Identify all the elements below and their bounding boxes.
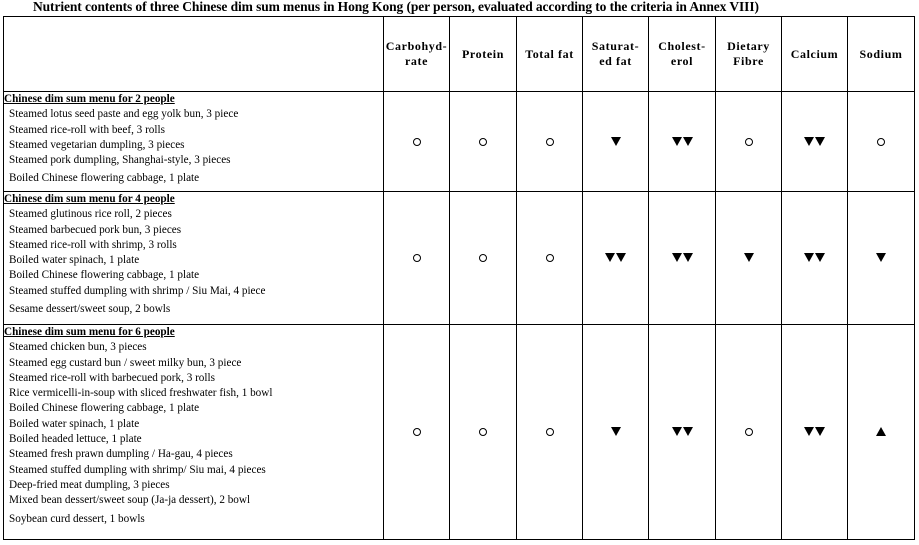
rating-cell-saturated-fat <box>583 192 649 325</box>
circle-icon <box>546 254 554 262</box>
menu-row-6-people <box>4 325 915 540</box>
circle-icon <box>413 138 421 146</box>
menu-item: Steamed rice-roll with barbecued pork, 3 rolls <box>9 371 215 384</box>
menu-item: Soybean curd dessert, 1 bowls <box>9 512 145 525</box>
circle-icon <box>546 428 554 436</box>
circle-icon <box>546 138 554 146</box>
menu-item: Steamed chicken bun, 3 pieces <box>9 341 147 354</box>
menu-items-cell <box>4 325 384 540</box>
menu-item: Boiled water spinach, 1 plate <box>9 254 140 267</box>
double-triangle-down-icon <box>804 137 825 146</box>
triangle-down-icon <box>611 137 621 146</box>
triangle-down-icon <box>876 253 886 262</box>
double-triangle-down-icon <box>672 137 693 146</box>
menu-items-cell <box>4 192 384 325</box>
menu-item: Steamed rice-roll with beef, 3 rolls <box>9 123 165 136</box>
rating-cell-carbohydrate <box>384 92 450 192</box>
circle-icon <box>479 428 487 436</box>
menu-title: Chinese dim sum menu for 4 people <box>4 193 175 205</box>
menu-item: Steamed glutinous rice roll, 2 pieces <box>9 208 172 221</box>
triangle-up-icon <box>876 427 886 436</box>
column-header-protein: Protein <box>450 17 517 92</box>
menu-item: Steamed stuffed dumpling with shrimp / Siu Mai, 4 piece <box>9 284 266 297</box>
rating-cell-carbohydrate <box>384 192 450 325</box>
circle-icon <box>479 138 487 146</box>
rating-cell-sodium <box>848 192 915 325</box>
menu-item: Steamed barbecued pork bun, 3 pieces <box>9 223 182 236</box>
circle-icon <box>877 138 885 146</box>
double-triangle-down-icon <box>804 253 825 262</box>
menu-item: Steamed lotus seed paste and egg yolk bun, 3 piece <box>9 108 239 121</box>
rating-cell-protein <box>450 192 517 325</box>
menu-row-2-people <box>4 92 915 192</box>
menu-item: Steamed stuffed dumpling with shrimp/ Siu mai, 4 pieces <box>9 463 266 476</box>
column-header-dietary-fibre: Dietary Fibre <box>716 17 782 92</box>
menu-item: Steamed vegetarian dumpling, 3 pieces <box>9 138 185 151</box>
menu-items-cell <box>4 92 384 192</box>
column-header-saturated-fat: Saturat- ed fat <box>583 17 649 92</box>
menu-item: Boiled Chinese flowering cabbage, 1 plate <box>9 172 200 185</box>
triangle-down-icon <box>744 253 754 262</box>
menu-item: Steamed rice-roll with shrimp, 3 rolls <box>9 238 177 251</box>
column-header-cholesterol: Cholest- erol <box>649 17 716 92</box>
circle-icon <box>479 254 487 262</box>
table-title: Nutrient contents of three Chinese dim sum menus in Hong Kong (per person, evaluated according to the criteria in Annex VIII) <box>33 0 759 14</box>
triangle-down-icon <box>611 427 621 436</box>
rating-cell-total-fat <box>517 92 583 192</box>
rating-cell-cholesterol <box>649 92 716 192</box>
menu-item: Steamed pork dumpling, Shanghai-style, 3 pieces <box>9 154 231 167</box>
rating-cell-dietary-fibre <box>716 92 782 192</box>
menu-item: Deep-fried meat dumpling, 3 pieces <box>9 478 170 491</box>
rating-cell-protein <box>450 325 517 540</box>
rating-cell-sodium <box>848 92 915 192</box>
double-triangle-down-icon <box>672 253 693 262</box>
rating-cell-saturated-fat <box>583 92 649 192</box>
menu-item: Boiled water spinach, 1 plate <box>9 417 140 430</box>
rating-cell-total-fat <box>517 192 583 325</box>
rating-cell-protein <box>450 92 517 192</box>
circle-icon <box>413 254 421 262</box>
header-row <box>4 17 915 92</box>
menu-item: Steamed fresh prawn dumpling / Ha-gau, 4 pieces <box>9 448 233 461</box>
double-triangle-down-icon <box>605 253 626 262</box>
rating-cell-dietary-fibre <box>716 192 782 325</box>
rating-cell-total-fat <box>517 325 583 540</box>
rating-cell-cholesterol <box>649 325 716 540</box>
rating-cell-calcium <box>782 325 848 540</box>
column-header-carbohydrate: Carbohyd- rate <box>384 17 450 92</box>
menu-row-4-people <box>4 192 915 325</box>
rating-cell-cholesterol <box>649 192 716 325</box>
menu-item: Rice vermicelli-in-soup with sliced freshwater fish, 1 bowl <box>9 387 273 400</box>
circle-icon <box>745 428 753 436</box>
menu-title: Chinese dim sum menu for 6 people <box>4 326 175 338</box>
menu-item: Boiled Chinese flowering cabbage, 1 plate <box>9 269 200 282</box>
rating-cell-calcium <box>782 192 848 325</box>
column-header-total-fat: Total fat <box>517 17 583 92</box>
rating-cell-calcium <box>782 92 848 192</box>
menu-title: Chinese dim sum menu for 2 people <box>4 93 175 105</box>
menu-item: Sesame dessert/sweet soup, 2 bowls <box>9 303 171 316</box>
menu-item: Mixed bean dessert/sweet soup (Ja-ja dessert), 2 bowl <box>9 494 251 507</box>
rating-cell-saturated-fat <box>583 325 649 540</box>
nutrient-table <box>3 16 915 540</box>
double-triangle-down-icon <box>804 427 825 436</box>
menu-item: Boiled headed lettuce, 1 plate <box>9 433 142 446</box>
rating-cell-carbohydrate <box>384 325 450 540</box>
menu-item: Steamed egg custard bun / sweet milky bun, 3 piece <box>9 356 242 369</box>
circle-icon <box>413 428 421 436</box>
circle-icon <box>745 138 753 146</box>
menu-item: Boiled Chinese flowering cabbage, 1 plate <box>9 402 200 415</box>
column-header-sodium: Sodium <box>848 17 915 92</box>
column-header-calcium: Calcium <box>782 17 848 92</box>
blank-header-cell <box>4 17 384 92</box>
rating-cell-sodium <box>848 325 915 540</box>
double-triangle-down-icon <box>672 427 693 436</box>
rating-cell-dietary-fibre <box>716 325 782 540</box>
